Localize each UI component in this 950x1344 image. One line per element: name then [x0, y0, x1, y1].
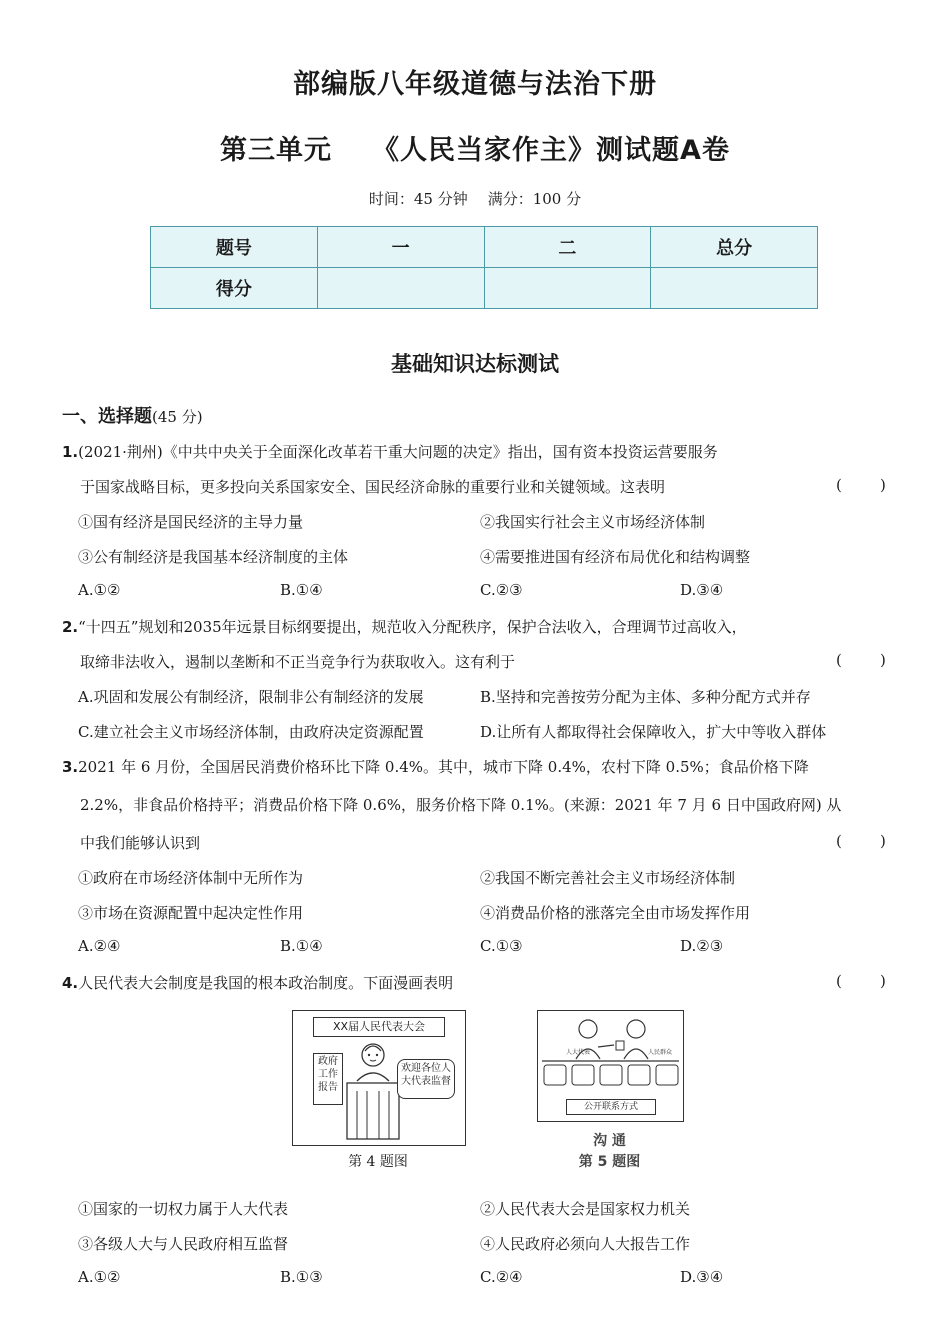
choice-b[interactable]: B.①③	[280, 1268, 323, 1286]
part-points: (45 分)	[152, 408, 203, 426]
option-statement: ②人民代表大会是国家权力机关	[480, 1200, 691, 1218]
unit-label: 第三单元	[220, 135, 333, 166]
question-text: (2021·荆州)《中共中央关于全面深化改革若干重大问题的决定》指出，国有资本投资运营要服务	[78, 443, 718, 461]
choice-a[interactable]: A.②④	[78, 937, 121, 955]
question-number: 3.	[62, 758, 79, 776]
option-statement: ②我国不断完善社会主义市场经济体制	[480, 869, 736, 887]
section-title: 基础知识达标测试	[391, 352, 559, 376]
figure-4-caption: 第 4 题图	[348, 1154, 408, 1170]
score-cell[interactable]	[651, 268, 818, 309]
score-cell[interactable]	[317, 268, 484, 309]
choice-b[interactable]: B.坚持和完善按劳分配为主体、多种分配方式并存	[480, 688, 811, 706]
choice-c[interactable]: C.①③	[480, 937, 523, 955]
part-title	[62, 402, 203, 428]
choice-c[interactable]: C.建立社会主义市场经济体制，由政府决定资源配置	[78, 723, 424, 741]
choice-b[interactable]: B.①④	[280, 937, 323, 955]
option-statement: ④消费品价格的涨落完全由市场发挥作用	[480, 904, 751, 922]
question-text: 2.2%，非食品价格持平；消费品价格下降 0.6%，服务价格下降 0.1%。(来源：2021 年 7 月 6 日中国政府网) 从	[80, 796, 842, 814]
figure-4-cartoon	[292, 1010, 466, 1146]
question-number: 4.	[62, 974, 79, 992]
score-row-label: 得分	[151, 268, 318, 309]
score-header-cell: 总分	[651, 227, 818, 268]
question-number: 2.	[62, 618, 79, 636]
question-1	[62, 441, 718, 462]
choice-d[interactable]: D.③④	[680, 581, 724, 599]
question-text: 于国家战略目标，更多投向关系国家安全、国民经济命脉的重要行业和关键领域。这表明	[80, 478, 666, 496]
test-title: 《人民当家作主》测试题A卷	[372, 135, 730, 166]
score-table-score-row	[151, 268, 818, 309]
deputy-tag: 人大代表	[566, 1049, 591, 1056]
question-text: “十四五”规划和2035年远景目标纲要提出，规范收入分配秩序，保护合法收入，合理调节过高收入，	[78, 618, 747, 636]
figure-5-cartoon	[537, 1010, 684, 1122]
choice-b[interactable]: B.①④	[280, 581, 323, 599]
score-label: 满分：100 分	[487, 190, 582, 208]
score-table	[150, 226, 818, 309]
question-2	[62, 616, 747, 637]
choice-c[interactable]: C.②④	[480, 1268, 523, 1286]
answer-blank[interactable]: ( )	[836, 832, 886, 850]
option-statement: ③市场在资源配置中起决定性作用	[78, 904, 304, 922]
question-text: 取缔非法收入，遏制以垄断和不正当竞争行为获取收入。这有利于	[80, 653, 516, 671]
official-figure-icon	[343, 1039, 403, 1145]
choice-d[interactable]: D.让所有人都取得社会保障收入，扩大中等收入群体	[480, 723, 827, 741]
option-statement: ③各级人大与人民政府相互监督	[78, 1235, 289, 1253]
answer-blank[interactable]: ( )	[836, 651, 886, 669]
choice-c[interactable]: C.②③	[480, 581, 523, 599]
contact-banner: 公开联系方式	[566, 1099, 656, 1115]
score-header-cell: 一	[317, 227, 484, 268]
choice-a[interactable]: A.①②	[78, 1268, 121, 1286]
option-statement: ①国有经济是国民经济的主导力量	[78, 513, 304, 531]
part-title-text: 一、选择题	[62, 406, 152, 427]
question-4	[62, 972, 453, 993]
option-statement: ②我国实行社会主义市场经济体制	[480, 513, 706, 531]
choice-a[interactable]: A.巩固和发展公有制经济，限制非公有制经济的发展	[78, 688, 424, 706]
time-label: 时间：45 分钟	[368, 190, 468, 208]
choice-d[interactable]: D.②③	[680, 937, 724, 955]
score-table-header-row	[151, 227, 818, 268]
choice-a[interactable]: A.①②	[78, 581, 121, 599]
option-statement: ①国家的一切权力属于人大代表	[78, 1200, 289, 1218]
question-number: 1.	[62, 443, 79, 461]
public-tag: 人民群众	[648, 1049, 673, 1056]
option-statement: ①政府在市场经济体制中无所作为	[78, 869, 304, 887]
question-text: 中我们能够认识到	[80, 834, 201, 852]
page-title: 部编版八年级道德与法治下册	[293, 69, 657, 100]
page-subtitle	[0, 128, 950, 167]
option-statement: ④需要推进国有经济布局优化和结构调整	[480, 548, 751, 566]
score-cell[interactable]	[484, 268, 651, 309]
answer-blank[interactable]: ( )	[836, 972, 886, 990]
report-paper: 政府工作报告	[313, 1053, 343, 1105]
score-header-cell: 二	[484, 227, 651, 268]
choice-d[interactable]: D.③④	[680, 1268, 724, 1286]
question-text: 人民代表大会制度是我国的根本政治制度。下面漫画表明	[78, 974, 454, 992]
option-statement: ③公有制经济是我国基本经济制度的主体	[78, 548, 349, 566]
question-3	[62, 756, 809, 777]
figure-5-caption: 第 5 题图	[578, 1154, 641, 1170]
figure-5-title: 沟 通	[593, 1133, 626, 1149]
congress-banner: XX届人民代表大会	[313, 1017, 445, 1037]
question-text: 2021 年 6 月份，全国居民消费价格环比下降 0.4%。其中，城市下降 0.4%，农村下降 0.5%；食品价格下降	[78, 758, 809, 776]
time-info	[0, 188, 950, 209]
speech-bubble: 欢迎各位人大代表监督	[397, 1059, 455, 1099]
answer-blank[interactable]: ( )	[836, 476, 886, 494]
option-statement: ④人民政府必须向人大报告工作	[480, 1235, 691, 1253]
score-header-cell: 题号	[151, 227, 318, 268]
